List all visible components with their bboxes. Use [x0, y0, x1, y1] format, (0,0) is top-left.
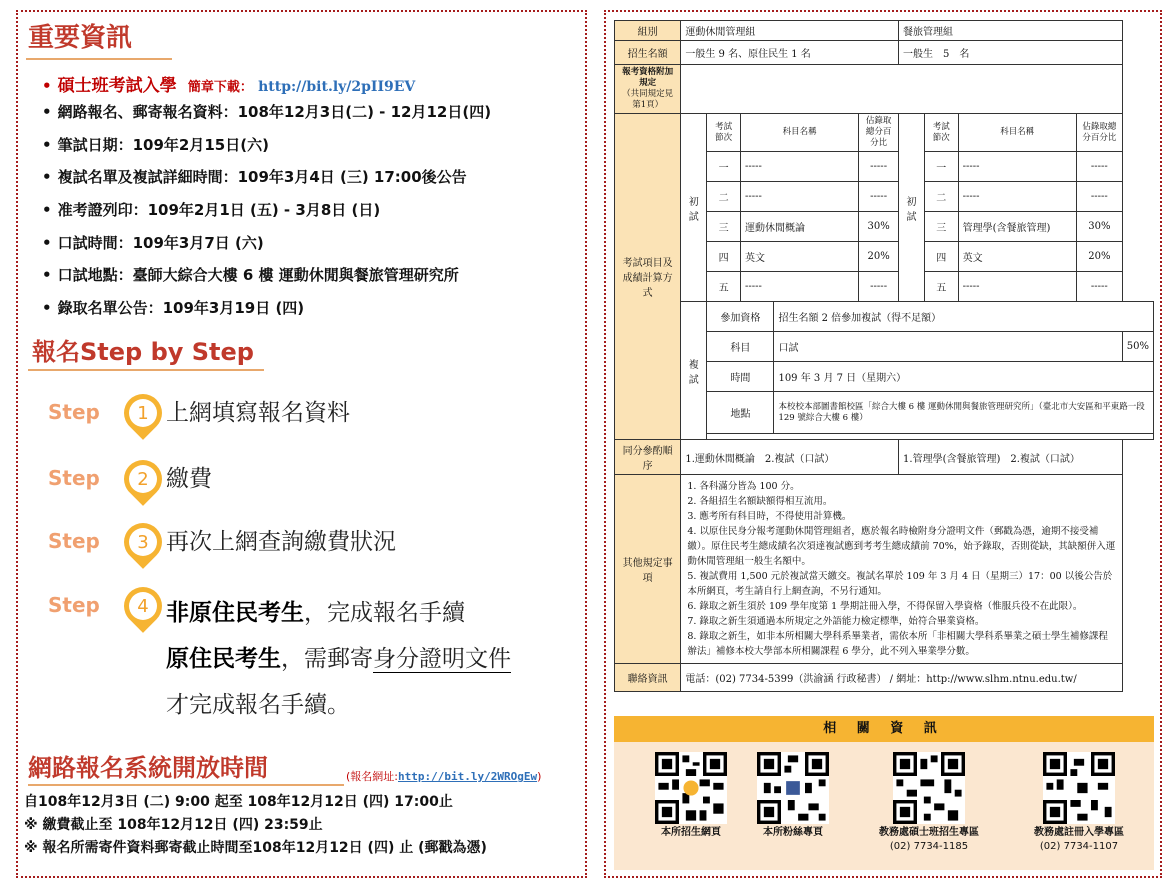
step-label: Step: [48, 400, 100, 424]
second-subject-row: 科目 口試 50%: [615, 332, 1154, 362]
step-3-text: 再次上網查詢繳費狀況: [166, 529, 396, 555]
section-title-steps: 報名Step by Step: [32, 338, 254, 366]
step-4-line2: 原住民考生，需郵寄身分證明文件: [166, 646, 511, 672]
step-2-text: 繳費: [166, 466, 212, 492]
qr-item[interactable]: [738, 752, 848, 840]
qr-label: 本所粉絲專頁: [763, 827, 823, 838]
footer-line: 自108年12月3日 (二) 9:00 起至 108年12月12日 (四) 17:00止: [24, 794, 453, 810]
info-item-text: 錄取名單公告：109年3月19日 (四): [57, 299, 305, 317]
exam-header-row: 考試項目及成績計算方式 初試 考試節次 科目名稱 佔錄取總分百分比 初試 考試節次 科目名稱 佔錄取總分百分比: [615, 114, 1154, 152]
exam-row: 二 ----- ----- 二 ----- -----: [615, 182, 1154, 212]
qr-label: 本所招生網頁: [661, 827, 721, 838]
step-4-line3: 才完成報名手續。: [166, 692, 350, 718]
title-underline: [28, 369, 264, 371]
info-item-text: 筆試日期：109年2月15日(六): [57, 136, 269, 154]
group-row: 組別 運動休閒管理組 餐旅管理組: [615, 21, 1154, 41]
exam-row: 五 ----- ----- 五 ----- -----: [615, 272, 1154, 302]
step-label: Step: [48, 593, 100, 617]
title-underline: [28, 784, 344, 786]
qr-label: 教務處註冊入學專區: [1034, 827, 1124, 838]
related-info-title: 相 關 資 訊: [614, 716, 1154, 742]
qr-item[interactable]: [1014, 752, 1144, 854]
step-1-text: 上網填寫報名資料: [166, 400, 350, 426]
note-item: 7. 錄取之新生須通過本所規定之外語能力檢定標準，始符合畢業資格。: [687, 616, 985, 627]
info-item: • 筆試日期：109年2月15日(六): [42, 136, 269, 154]
step-4-icon: [116, 579, 170, 633]
related-info-area: [614, 742, 1154, 870]
note-item: 3. 應考所有科目時，不得使用計算機。: [687, 511, 852, 522]
step-number: 1: [129, 399, 157, 427]
info-item-text: 網路報名、郵寄報名資料：108年12月3日(二) - 12月12日(四): [57, 103, 492, 121]
title-underline: [26, 58, 172, 60]
qr-item[interactable]: [636, 752, 746, 840]
step-number: 2: [129, 465, 157, 493]
admission-table: [614, 20, 1154, 692]
exam-item: • 碩士班考試入學 簡章下載： http://bit.ly/2pII9EV: [42, 76, 416, 96]
right-table-panel: [604, 10, 1162, 878]
extra-row: 報考資格附加規定 （共同規定見第1頁）: [615, 65, 1154, 114]
note-item: 8. 錄取之新生，如非本所相關大學科系畢業者，需依本所「非相關大學科系畢業之碩士學生補修課程辦法」補修本校大學部本所相關課程 6 學分，此不列入畢業學分數。: [687, 631, 1108, 657]
section-title-system: 網路報名系統開放時間: [28, 754, 268, 782]
step-label: Step: [48, 529, 100, 553]
note-item: 6. 錄取之新生須於 109 學年度第 1 學期註冊入學，不得保留入學資格（惟服兵役不在此限）。: [687, 601, 1083, 612]
info-item: • 口試時間：109年3月7日 (六): [42, 234, 264, 252]
step-3-icon: [116, 515, 170, 569]
note-item: 4. 以原住民身分報考運動休閒管理組者，應於報名時檢附身分證明文件（郵戳為憑，逾期不接受補繳）。原住民考生總成績名次須達複試應到考考生總成績前 70%，始予錄取，否則從缺，其缺額併入運動休閒管理組一般生名額中。: [687, 526, 1116, 567]
info-item-text: 複試名單及複試詳細時間：109年3月4日 (三) 17:00後公告: [57, 168, 467, 186]
note-item: 1. 各科滿分皆為 100 分。: [687, 481, 800, 492]
footer-line: ※ 繳費截止至 108年12月12日 (四) 23:59止: [24, 817, 323, 833]
step-2-icon: [116, 452, 170, 506]
exam-row: 四 英文 20% 四 英文 20%: [615, 242, 1154, 272]
second-qual-row: 複試 參加資格 招生名額 2 倍參加複試（得不足額）: [615, 302, 1154, 332]
info-item-text: 准考證列印：109年2月1日 (五) - 3月8日 (日): [57, 201, 381, 219]
info-item-text: 口試地點：臺師大綜合大樓 6 樓 運動休閒與餐旅管理研究所: [57, 266, 459, 284]
download-label: 簡章下載：: [187, 80, 253, 95]
info-item: • 複試名單及複試詳細時間：109年3月4日 (三) 17:00後公告: [42, 168, 467, 186]
brochure-link[interactable]: http://bit.ly/2pII9EV: [258, 79, 416, 95]
quota-row: 招生名額 一般生 9 名、原住民生 1 名 一般生 5 名: [615, 41, 1154, 65]
qr-code-icon: [757, 752, 829, 824]
footer-line: ※ 報名所需寄件資料郵寄截止時間至108年12月12日 (四) 止 (郵戳為憑): [24, 840, 487, 856]
qr-phone: (02) 7734-1107: [1039, 841, 1119, 852]
exam-row: 三 運動休閒概論 30% 三 管理學(含餐旅管理) 30%: [615, 212, 1154, 242]
contact-row: 聯絡資訊 電話：(02) 7734-5399（洪渝涵 行政秘書） / 網址：http://www.slhm.ntnu.edu.tw/: [615, 664, 1154, 692]
info-item-text: 口試時間：109年3月7日 (六): [57, 234, 264, 252]
step-1-icon: [116, 386, 170, 440]
other-rules-row: 其他規定事 項 1. 各科滿分皆為 100 分。 2. 各組招生名額缺額得相互流用。 3. 應考所有科目時，不得使用計算機。 4. 以原住民身分報考運動休閒管理組者，應於報名時檢附身分證明文件（郵戳為憑，逾期不接受補繳）。原住民考生總成績名次須達複試應到考考生總成績前 70%，始予錄取，否則從缺，其缺額併入運動休閒管理組一般生名額中。 5. 複試費用 1,500 元於複試當天繳交。複試名單於 109 年 3 月 4 日（星期三）17：00 以後公告於本所網頁，考生請自行上網查詢，不另行通知。 6. 錄取之新生須於 109 學年度第 1 學期註冊入學，不得保留入學資格（惟服兵役不在此限）。 7. 錄取之新生須通過本所規定之外語能力檢定標準，始符合畢業資格。 8. 錄取之新生，如非本所相關大學科系畢業者，需依本所「非相關大學科系畢業之碩士學生補修課程辦法」補修本校大學部本所相關課程 6 學分，此不列入畢業學分數。: [615, 475, 1154, 664]
exam-item-title: 碩士班考試入學: [57, 76, 177, 96]
note-item: 2. 各組招生名額缺額得相互流用。: [687, 496, 833, 507]
qr-code-icon: [1043, 752, 1115, 824]
exam-row: 一 ----- ----- 一 ----- -----: [615, 152, 1154, 182]
info-item: • 准考證列印：109年2月1日 (五) - 3月8日 (日): [42, 201, 381, 219]
info-item: • 網路報名、郵寄報名資料：108年12月3日(二) - 12月12日(四): [42, 103, 492, 121]
section-title-important: 重要資訊: [28, 23, 133, 53]
step-number: 3: [129, 528, 157, 556]
info-item: • 錄取名單公告：109年3月19日 (四): [42, 299, 305, 317]
info-item: • 口試地點：臺師大綜合大樓 6 樓 運動休閒與餐旅管理研究所: [42, 266, 459, 284]
qr-label: 教務處碩士班招生專區: [879, 827, 979, 838]
second-place-row: 地點 本校校本部圖書館校區「綜合大樓 6 樓 運動休閒與餐旅管理研究所」（臺北市大安區和平東路一段 129 號綜合大樓 6 樓）: [615, 392, 1154, 434]
reg-url-line: (報名網址:http://bit.ly/2WROgEw): [346, 770, 542, 783]
qr-code-icon: [655, 752, 727, 824]
qr-code-icon: [893, 752, 965, 824]
step-number: 4: [129, 592, 157, 620]
second-time-row: 時間 109 年 3 月 7 日（星期六）: [615, 362, 1154, 392]
qr-phone: (02) 7734-1185: [889, 841, 969, 852]
tie-row: 同分參酌順 序 1.運動休閒概論 2.複試（口試） 1.管理學(含餐旅管理) 2.複試（口試）: [615, 440, 1154, 475]
step-label: Step: [48, 466, 100, 490]
qr-item[interactable]: [864, 752, 994, 854]
registration-link[interactable]: http://bit.ly/2WROgEw: [398, 770, 538, 783]
step-4-line1: 非原住民考生，完成報名手續: [166, 600, 465, 626]
note-item: 5. 複試費用 1,500 元於複試當天繳交。複試名單於 109 年 3 月 4 日（星期三）17：00 以後公告於本所網頁，考生請自行上網查詢，不另行通知。: [687, 571, 1113, 597]
left-info-panel: [16, 10, 587, 878]
